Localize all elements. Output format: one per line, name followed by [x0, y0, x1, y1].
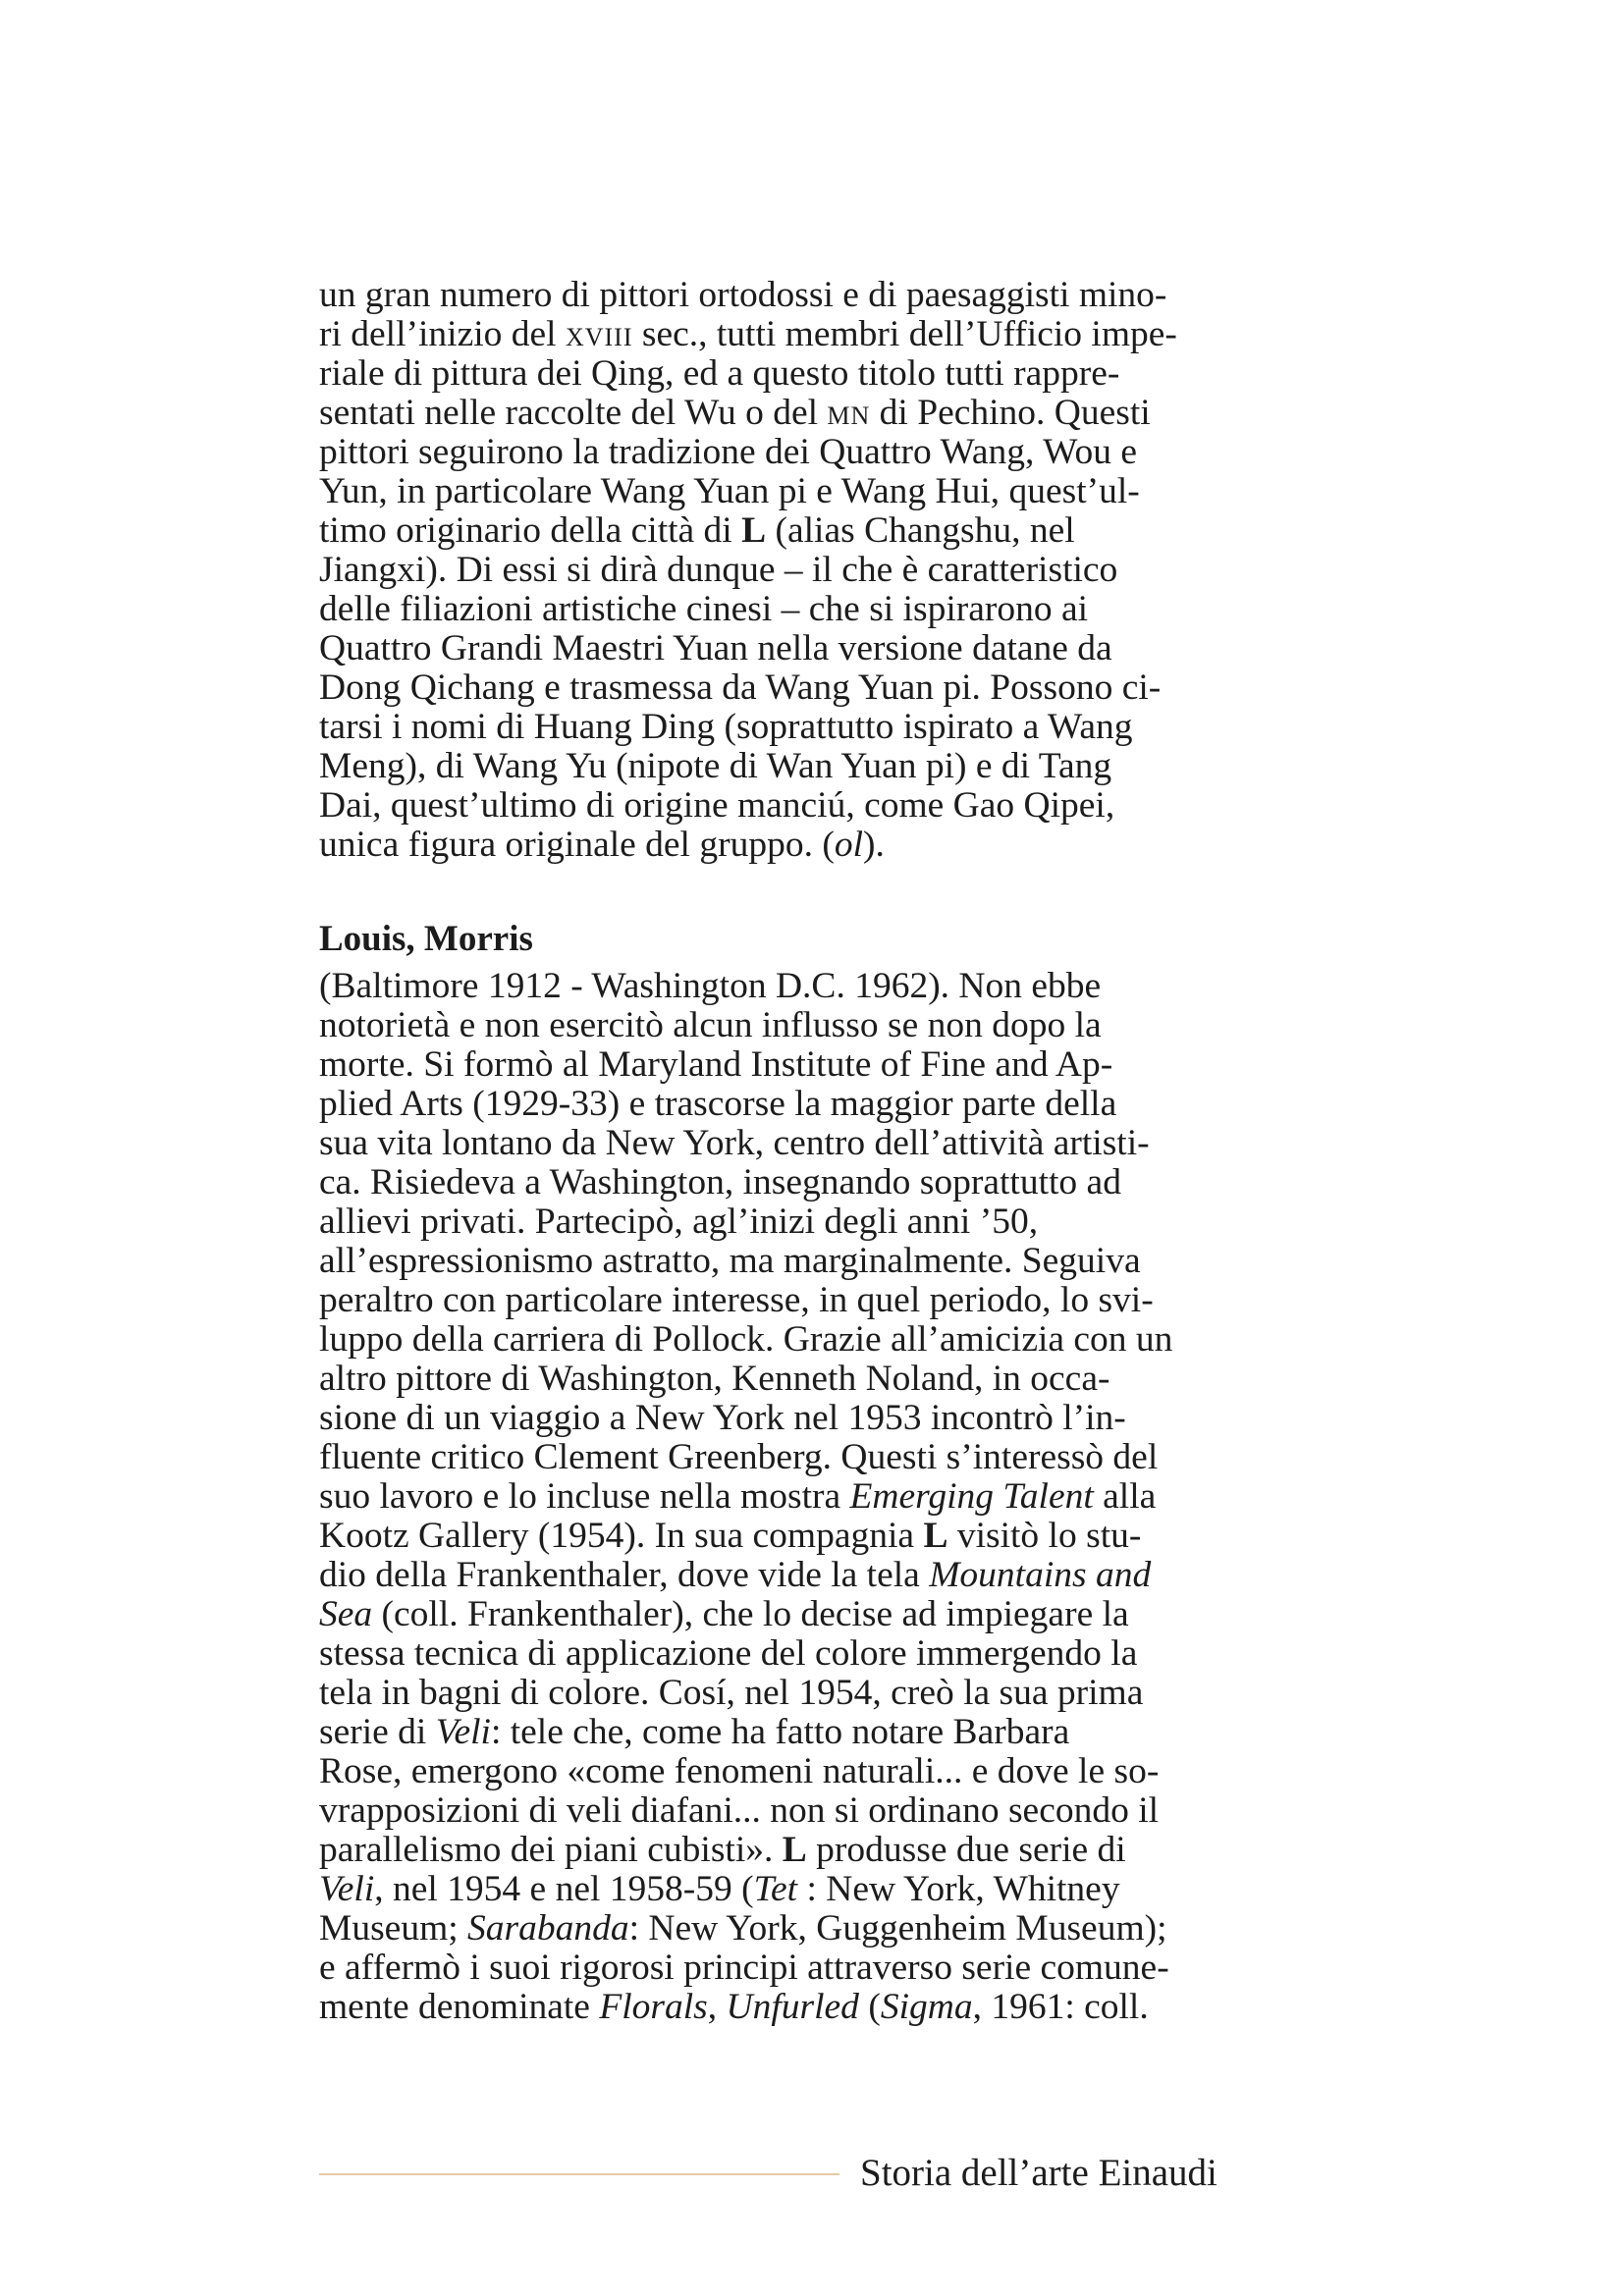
text-line: ca. Risiedeva a Washington, insegnando soprattutto ad [319, 1162, 1121, 1202]
series-title: Veli [319, 1869, 375, 1909]
text-line: serie di Veli: tele che, come ha fatto notare Barbara [319, 1712, 1070, 1752]
century-numeral: xviii [565, 314, 633, 354]
text-line: (Baltimore 1912 - Washington D.C. 1962). Non ebbe [319, 966, 1102, 1006]
text-line: Quattro Grandi Maestri Yuan nella versione datane da [319, 628, 1112, 668]
text-line: altro pittore di Washington, Kenneth Noland, in occa- [319, 1359, 1110, 1399]
artwork-title: Tet [753, 1869, 798, 1909]
text-line: stessa tecnica di applicazione del colore immergendo la [319, 1633, 1138, 1674]
series-title: Veli [435, 1712, 491, 1752]
text-line: Yun, in particolare Wang Yuan pi e Wang Hui, quest’ul- [319, 471, 1140, 511]
text-line: tela in bagni di colore. Cosí, nel 1954, creò la sua prima [319, 1673, 1144, 1713]
text-line: pittori seguirono la tradizione dei Quattro Wang, Wou e [319, 432, 1138, 472]
text-line: Dai, quest’ultimo di origine manciú, come Gao Qipei, [319, 785, 1115, 826]
text-line: delle filiazioni artistiche cinesi – che si ispirarono ai [319, 589, 1089, 629]
text-line: Veli, nel 1954 e nel 1958-59 (Tet : New York, Whitney [319, 1869, 1120, 1909]
artwork-title: Mountains and [929, 1555, 1152, 1595]
series-title: Unfurled [726, 1987, 859, 2027]
intro-paragraph [319, 276, 1275, 865]
text-line: ri dell’inizio del xviii sec., tutti membri dell’Ufficio impe- [319, 314, 1177, 354]
text-line: Jiangxi). Di essi si dirà dunque – il che è caratteristico [319, 550, 1118, 590]
text-line: Museum; Sarabanda: New York, Guggenheim Museum); [319, 1908, 1167, 1949]
text-line: parallelismo dei piani cubisti». L produsse due serie di [319, 1830, 1126, 1870]
series-title: Florals [599, 1987, 708, 2027]
text-line: Meng), di Wang Yu (nipote di Wan Yuan pi) e di Tang [319, 746, 1112, 786]
footer-publication-title: Storia dell’arte Einaudi [860, 2152, 1217, 2194]
text-line: e affermò i suoi rigorosi principi attraverso serie comune- [319, 1948, 1169, 1988]
artwork-title: Sarabanda [467, 1908, 629, 1949]
entry-heading: Louis, Morris [319, 919, 533, 959]
author-initials: ol [834, 825, 863, 865]
text-line: tarsi i nomi di Huang Ding (soprattutto ispirato a Wang [319, 707, 1133, 747]
text-line: fluente critico Clement Greenberg. Questi s’interessò del [319, 1437, 1159, 1477]
text-line: peraltro con particolare interesse, in quel periodo, lo svi- [319, 1280, 1154, 1320]
entry-initial: L [741, 510, 767, 551]
text-line: riale di pittura dei Qing, ed a questo titolo tutti rappre- [319, 353, 1120, 394]
artwork-title: Sigma [880, 1987, 973, 2027]
text-line: allievi privati. Partecipò, agl’inizi degli anni ’50, [319, 1201, 1039, 1242]
footer-rule [319, 2173, 839, 2175]
entry-initial: L [782, 1830, 807, 1870]
text-line: notorietà e non esercitò alcun influsso se non dopo la [319, 1005, 1102, 1045]
text-line: sua vita lontano da New York, centro dell’attività artisti- [319, 1123, 1150, 1163]
text-line: sentati nelle raccolte del Wu o del mn di Pechino. Questi [319, 393, 1151, 433]
text-line: Sea (coll. Frankenthaler), che lo decise ad impiegare la [319, 1594, 1129, 1634]
text-line: timo originario della città di L (alias Changshu, nel [319, 510, 1075, 551]
artwork-title: Emerging Talent [849, 1476, 1094, 1517]
museum-abbreviation: mn [827, 393, 871, 433]
text-line: Dong Qichang e trasmessa da Wang Yuan pi. Possono ci- [319, 667, 1162, 708]
text-line: Kootz Gallery (1954). In sua compagnia L visitò lo stu- [319, 1516, 1142, 1556]
text-line: all’espressionismo astratto, ma marginalmente. Seguiva [319, 1241, 1141, 1281]
text-line: morte. Si formò al Maryland Institute of Fine and Ap- [319, 1044, 1113, 1085]
entry-initial: L [923, 1516, 948, 1556]
entry-body [319, 967, 1275, 2027]
text-line: unica figura originale del gruppo. (ol). [319, 825, 885, 865]
text-line: vrapposizioni di veli diafani... non si ordinano secondo il [319, 1790, 1160, 1831]
text-line: mente denominate Florals, Unfurled (Sigma, 1961: coll. [319, 1987, 1149, 2027]
text-line: dio della Frankenthaler, dove vide la tela Mountains and [319, 1555, 1152, 1595]
text-line: suo lavoro e lo incluse nella mostra Emerging Talent alla [319, 1476, 1157, 1517]
text-line: Rose, emergono «come fenomeni naturali... e dove le so- [319, 1751, 1160, 1791]
text-line: sione di un viaggio a New York nel 1953 incontrò l’in- [319, 1398, 1126, 1438]
artwork-title: Sea [319, 1594, 373, 1634]
text-line: un gran numero di pittori ortodossi e di paesaggisti mino- [319, 275, 1167, 315]
text-line: luppo della carriera di Pollock. Grazie all’amicizia con un [319, 1319, 1173, 1360]
text-line: plied Arts (1929-33) e trascorse la maggior parte della [319, 1084, 1117, 1124]
